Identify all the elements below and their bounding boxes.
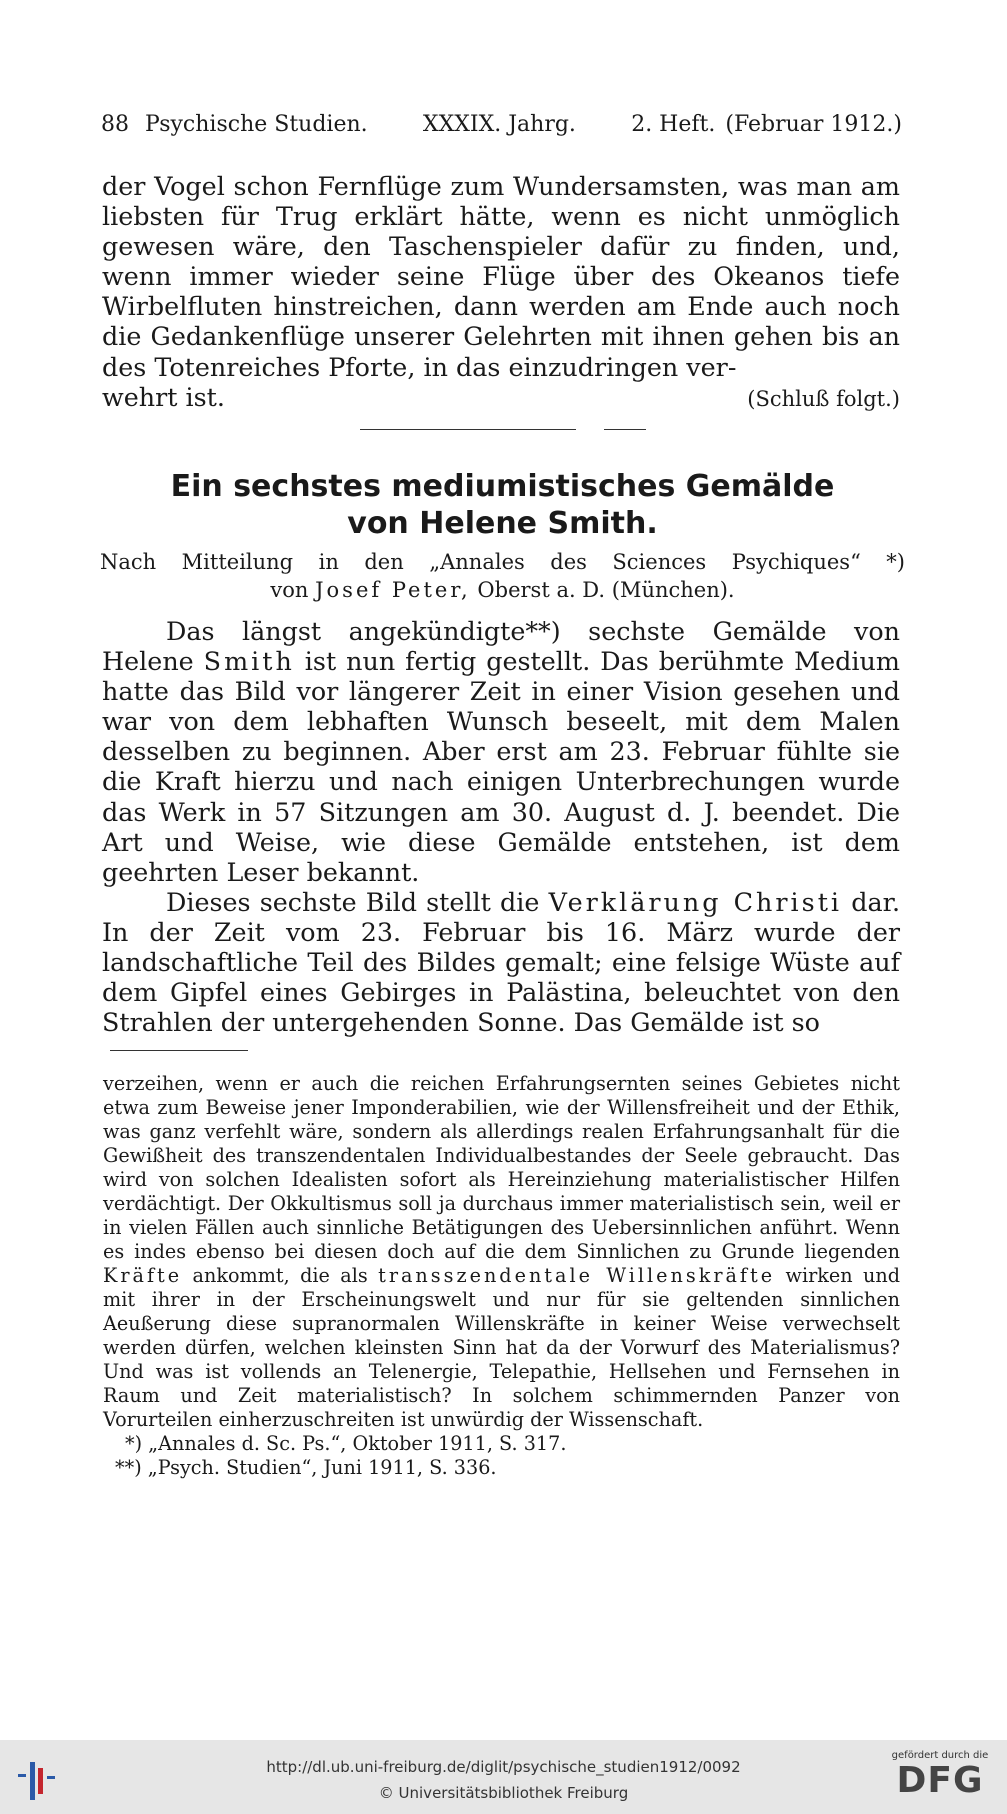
permalink-url[interactable]: http://dl.ub.uni-freiburg.de/diglit/psychische_studien1912/0092 bbox=[266, 1758, 741, 1776]
running-header bbox=[101, 112, 902, 137]
article-body bbox=[102, 616, 900, 1037]
previous-article-continuation bbox=[102, 171, 900, 414]
footnote-text-a: verzeihen, wenn er auch die reichen Erfahrungsernten seines Gebietes nicht etwa zum Beweise jener Imponderabilien, wie der Willensfreiheit und der Ethik, was ganz verfehlt wäre, sondern als allerdings realen Erfahrungsanhalt für die Gewißheit des transzendentalen Individualbestandes der Seele gebraucht. Das wird von solchen Idealisten sofort als Hereinziehung materialistischer Hilfen verdächtigt. Der Okkultismus soll ja durchaus immer materialistisch sein, weil er in vielen Fällen auch sinnliche Betätigungen des Uebersinnlichen anführt. Wenn es indes ebenso bei diesen doch auf die dem Sinnlichen zu Grunde liegenden bbox=[103, 1072, 900, 1263]
footnote-text-b: ankommt, die als bbox=[192, 1264, 368, 1287]
section-divider bbox=[360, 429, 576, 430]
continuation-paragraph: der Vogel schon Fernflüge zum Wundersamsten, was man am liebsten für Trug erklärt hätte, wenn es nicht unmöglich gewesen wäre, den Taschenspieler dafür zu finden, und, wenn immer wieder seine Flüge über des Okeanos tiefe Wirbelfluten hinstreichen, dann werden am Ende auch noch die Gedankenflüge unserer Gelehrten mit ihnen gehen bis an des Totenreiches Pforte, in das einzudringen ver- bbox=[102, 171, 900, 382]
title-line-2: von Helene Smith. bbox=[347, 506, 658, 541]
author-name: Josef Peter, bbox=[315, 578, 471, 602]
issue-date: (Februar 1912.) bbox=[725, 112, 902, 137]
footnote-continuation bbox=[103, 1072, 900, 1432]
source-line: Nach Mitteilung in den „Annales des Sciences Psychiques“ *) bbox=[100, 550, 905, 574]
footnote-emphasis-1: Kräfte bbox=[103, 1264, 183, 1287]
footnote-text-c: wirken und mit ihrer in der Erscheinungswelt und nur für sie geltenden sinnlichen Aeußerung diese supranormalen Willenskräfte in keiner Weise verwechselt werden dürfen, welchen kleinsten Sinn hat da der Vorwurf des Materialismus? Und was ist vollends an Telenergie, Telepathie, Hellsehen und Fernsehen in Raum und Zeit materialistisch? In solchem schimmernden Panzer von Vorurteilen einherzuschreiten ist unwürdig der Wissenschaft. bbox=[103, 1264, 900, 1431]
continuation-last-line: wehrt ist. bbox=[102, 381, 225, 412]
author-line bbox=[100, 576, 905, 604]
to-be-continued-note: (Schluß folgt.) bbox=[747, 386, 900, 411]
medium-name: Smith bbox=[203, 646, 295, 677]
footnote-emphasis-2: transszendentale Willenskräfte bbox=[378, 1264, 776, 1287]
dfg-funding-badge[interactable] bbox=[885, 1750, 995, 1808]
paragraph-2-start: Dieses sechste Bild stellt die bbox=[166, 886, 540, 917]
issue: 2. Heft. bbox=[631, 112, 716, 137]
paragraph-1 bbox=[102, 616, 900, 887]
author-prefix: von bbox=[270, 578, 309, 602]
page-number: 88 bbox=[101, 112, 129, 137]
paragraph-1-rest: ist nun fertig gestellt. Das berühmte Medium hatte das Bild vor längerer Zeit in einer Vision gesehen und war von dem lebhaften Wunsch beseelt, mit dem Malen desselben zu beginnen. Aber erst am 23. Februar fühlte sie die Kraft hierzu und nach einigen Unterbrechungen wurde das Werk in 57 Sitzungen am 30. August d. J. beendet. Die Art und Weise, wie diese Gemälde entstehen, ist dem geehrten Leser bekannt. bbox=[102, 646, 900, 887]
dfg-caption: gefördert durch die bbox=[891, 1750, 989, 1761]
paragraph-1-start: Das längst angekündigte**) sechste Gemälde von Helene bbox=[102, 616, 900, 677]
copyright-notice: © Universitätsbibliothek Freiburg bbox=[378, 1784, 629, 1802]
footnote-separator bbox=[110, 1050, 248, 1051]
article-byline bbox=[100, 548, 905, 604]
viewer-footer bbox=[0, 1740, 1007, 1814]
article-title bbox=[100, 468, 905, 542]
painting-subject: Verklärung Christi bbox=[548, 886, 843, 917]
footnote-2: **) „Psych. Studien“, Juni 1911, S. 336. bbox=[115, 1456, 497, 1479]
author-rank: Oberst a. D. (München). bbox=[477, 578, 735, 602]
volume: XXXIX. Jahrg. bbox=[422, 112, 576, 137]
title-line-1: Ein sechstes mediumistisches Gemälde bbox=[170, 469, 835, 504]
paragraph-2 bbox=[102, 887, 900, 1037]
dfg-logo: DFG bbox=[896, 1760, 984, 1801]
footnote-1: *) „Annales d. Sc. Ps.“, Oktober 1911, S. 317. bbox=[125, 1432, 567, 1455]
section-divider-short bbox=[604, 429, 646, 430]
paragraph-2-rest: dar. In der Zeit vom 23. Februar bis 16. März wurde der landschaftliche Teil des Bildes gemalt; eine felsige Wüste auf dem Gipfel eines Gebirges in Palästina, beleuchtet von den Strahlen der untergehenden Sonne. Das Gemälde ist so bbox=[102, 886, 901, 1038]
journal-title: Psychische Studien. bbox=[145, 112, 368, 137]
footnotes bbox=[103, 1072, 900, 1480]
